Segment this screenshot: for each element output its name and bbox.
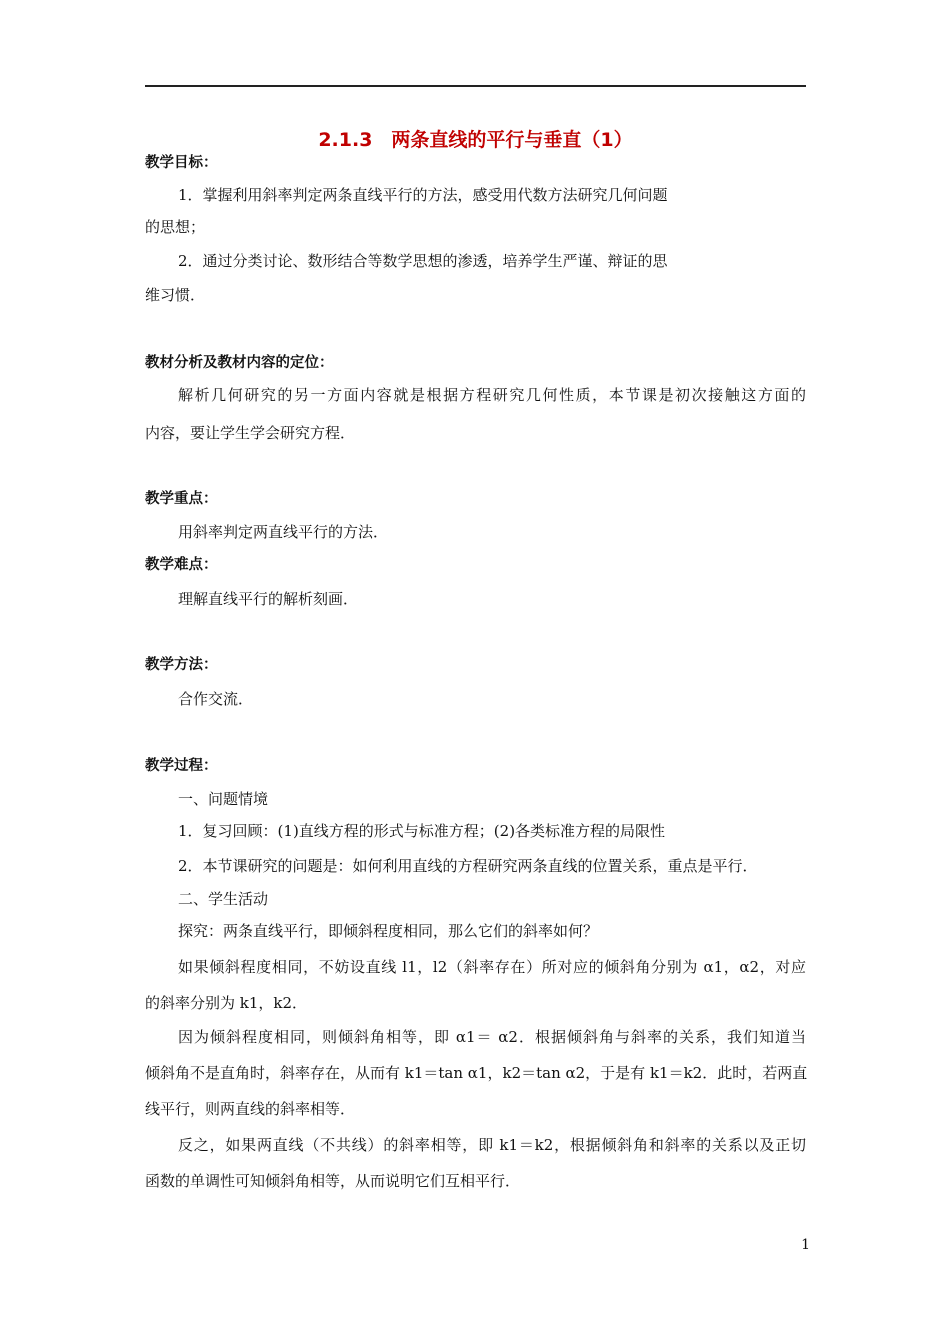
key-point-heading: 教学重点：: [145, 491, 218, 507]
process-line-6: 如果倾斜程度相同，不妨设直线 l1，l2（斜率存在）所对应的倾斜角分别为 α1，α2，对应: [178, 958, 806, 976]
process-line-1: 一、问题情境: [178, 790, 269, 808]
goals-heading: 教学目标：: [145, 155, 218, 171]
page-number: 1: [801, 1237, 810, 1253]
method-heading: 教学方法：: [145, 657, 218, 673]
difficulty-heading: 教学难点：: [145, 557, 218, 573]
process-line-5: 探究：两条直线平行，即倾斜程度相同，那么它们的斜率如何？: [178, 922, 599, 940]
process-line-9: 倾斜角不是直角时，斜率存在，从而有 k1＝tan α1，k2＝tan α2，于是有 k1＝k2．此时，若两直: [145, 1064, 808, 1082]
process-line-11: 反之，如果两直线（不共线）的斜率相等，即 k1＝k2，根据倾斜角和斜率的关系以及正切: [178, 1136, 806, 1154]
analysis-heading: 教材分析及教材内容的定位：: [145, 355, 334, 371]
goal-1-line-2: 的思想；: [145, 218, 206, 236]
process-line-10: 线平行，则两直线的斜率相等．: [145, 1100, 356, 1118]
process-heading: 教学过程：: [145, 758, 218, 774]
process-line-8: 因为倾斜程度相同，则倾斜角相等，即 α1＝ α2．根据倾斜角与斜率的关系，我们知道当: [178, 1028, 806, 1046]
key-point-text: 用斜率判定两直线平行的方法．: [178, 523, 389, 541]
process-line-4: 二、学生活动: [178, 890, 269, 908]
process-line-7: 的斜率分别为 k1，k2．: [145, 994, 308, 1012]
process-line-12: 函数的单调性可知倾斜角相等，从而说明它们互相平行．: [145, 1172, 521, 1190]
page-title: 2.1.3 两条直线的平行与垂直（1）: [318, 129, 633, 151]
analysis-line-1: 解析几何研究的另一方面内容就是根据方程研究几何性质，本节课是初次接触这方面的: [178, 386, 806, 404]
difficulty-text: 理解直线平行的解析刻画．: [178, 590, 359, 608]
process-line-3: 2．本节课研究的问题是：如何利用直线的方程研究两条直线的位置关系，重点是平行．: [178, 857, 758, 875]
method-text: 合作交流．: [178, 690, 254, 708]
analysis-line-2: 内容，要让学生学会研究方程．: [145, 424, 356, 442]
goal-1-line-1: 1．掌握利用斜率判定两条直线平行的方法，感受用代数方法研究几何问题: [178, 186, 668, 204]
header-rule: [145, 85, 806, 87]
goal-2-line-1: 2．通过分类讨论、数形结合等数学思想的渗透，培养学生严谨、辩证的思: [178, 252, 668, 270]
goal-2-line-2: 维习惯．: [145, 286, 206, 304]
process-line-2: 1．复习回顾：(1)直线方程的形式与标准方程；(2)各类标准方程的局限性: [178, 822, 666, 840]
